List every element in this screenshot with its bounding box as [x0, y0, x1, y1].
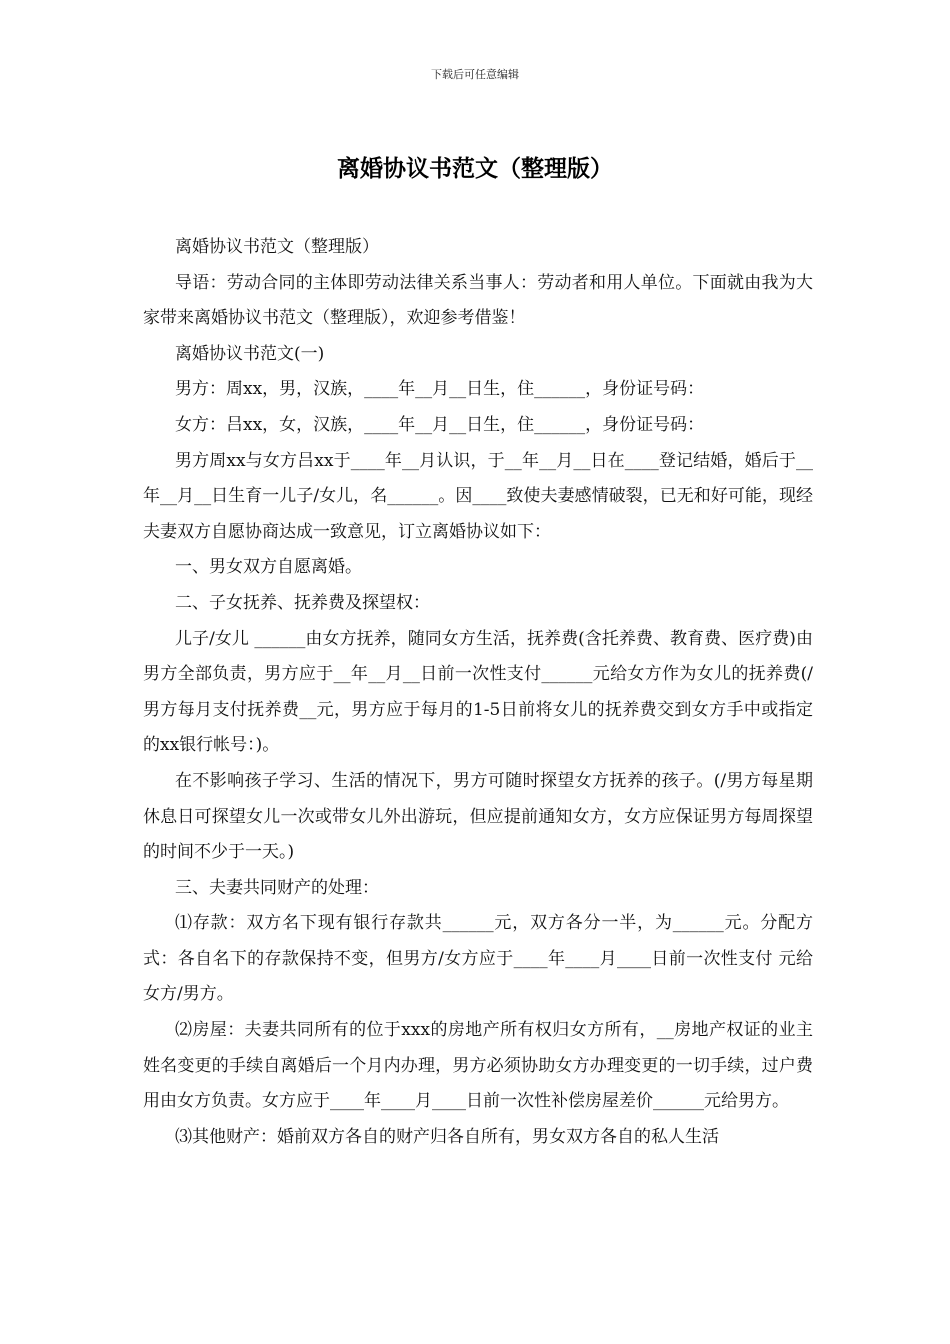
paragraph: 二、子女抚养、抚养费及探望权：: [175, 592, 430, 613]
paragraph: 三、夫妻共同财产的处理：: [175, 877, 379, 898]
paragraph: 离婚协议书范文（整理版）: [175, 237, 379, 257]
paragraph: ⑴存款：双方名下现有银行存款共______元，双方各分一半，为______元。分配方式：各自名下的存款保持不变，但男方/女方应于____年____月____日前一次性支付 元给女方/男方。: [143, 913, 813, 1005]
paragraph: 在不影响孩子学习、生活的情况下，男方可随时探望女方抚养的孩子。(/男方每星期休息日可探望女儿一次或带女儿外出游玩，但应提前通知女方，女方应保证男方每周探望的时间不少于一天。): [143, 770, 813, 863]
document-body: [143, 230, 813, 1155]
paragraph: 男方周xx与女方吕xx于____年__月认识，于__年__月__日在____登记结婚，婚后于__年__月__日生育一儿子/女儿，名______。因____致使夫妻感情破裂，已无和好可能，现经夫妻双方自愿协商达成一致意见，订立离婚协议如下：: [143, 450, 813, 542]
document-title: 离婚协议书范文（整理版）: [337, 155, 613, 182]
paragraph: ⑶其他财产：婚前双方各自的财产归各自所有，男女双方各自的私人生活: [175, 1126, 719, 1147]
paragraph: ⑵房屋：夫妻共同所有的位于xxx的房地产所有权归女方所有，__房地产权证的业主姓名变更的手续自离婚后一个月内办理，男方必须协助女方办理变更的一切手续，过户费用由女方负责。女方应于____年____月____日前一次性补偿房屋差价______元给男方。: [143, 1020, 813, 1112]
paragraph: 男方：周xx，男，汉族，____年__月__日生，住______，身份证号码：: [175, 379, 705, 400]
page-header: 下载后可任意编辑: [431, 68, 519, 81]
paragraph: 离婚协议书范文(一): [175, 343, 325, 364]
paragraph: 女方：吕xx，女，汉族，____年__月__日生，住______，身份证号码：: [175, 414, 705, 435]
paragraph: 导语：劳动合同的主体即劳动法律关系当事人：劳动者和用人单位。下面就由我为大家带来离婚协议书范文（整理版），欢迎参考借鉴！: [143, 272, 813, 329]
paragraph: 儿子/女儿 ______由女方抚养，随同女方生活，抚养费(含托养费、教育费、医疗费)由男方全部负责，男方应于__年__月__日前一次性支付______元给女方作为女儿的抚养费(/男方每月支付抚养费__元，男方应于每月的1-5日前将女儿的抚养费交到女方手中或指定的xx银行帐号：)。: [143, 628, 813, 756]
paragraph: 一、男女双方自愿离婚。: [175, 557, 362, 578]
